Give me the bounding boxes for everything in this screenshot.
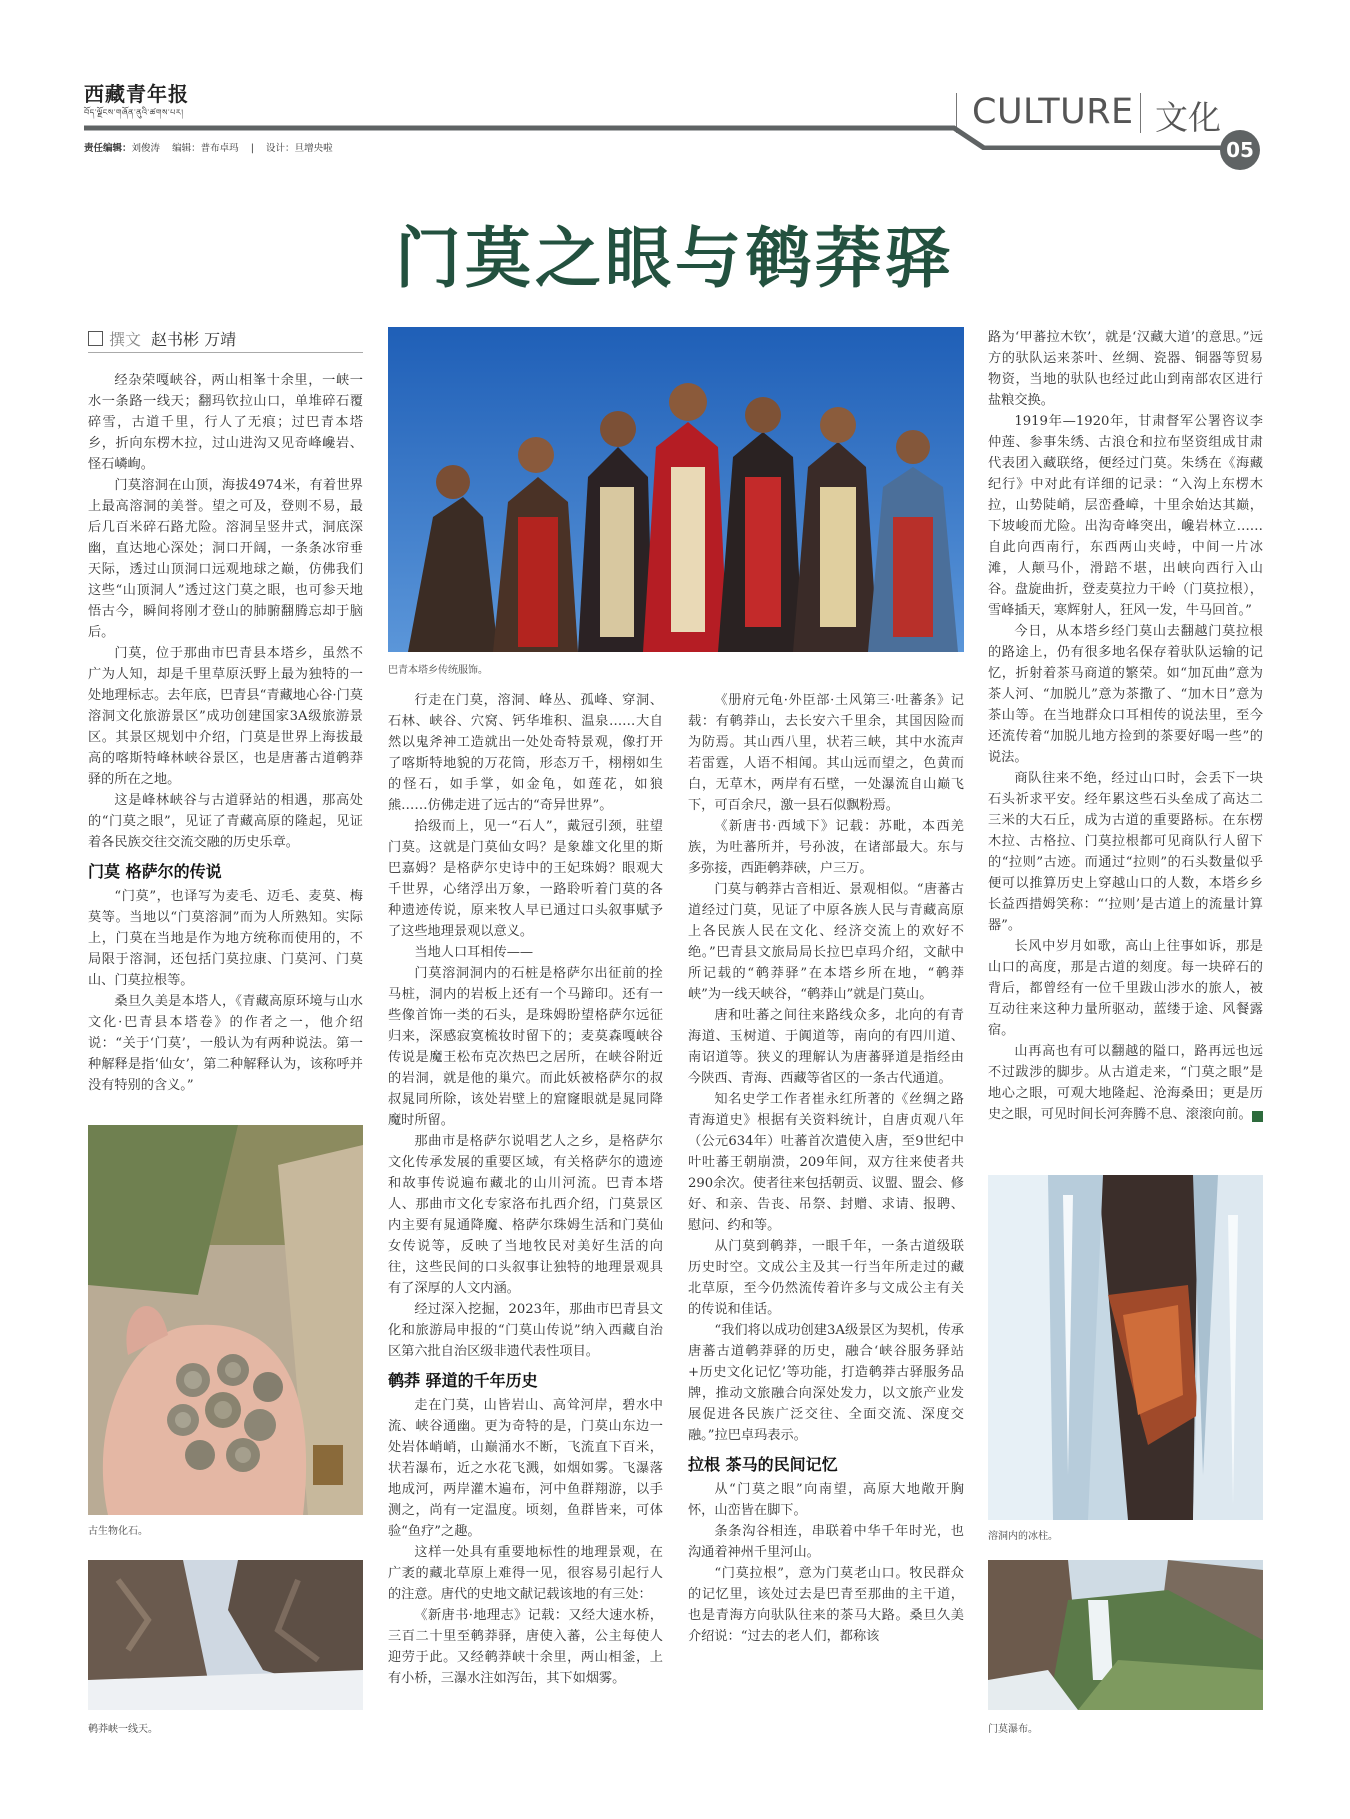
subheading: 鹌莽 驿道的千年历史: [388, 1371, 538, 1390]
gorge-photo: [88, 1560, 363, 1710]
paragraph: 门莫，位于那曲市巴青县本塔乡，虽然不广为人知，却是千里草原沃野上最为独特的一处地理标志。去年底，巴青县“青藏地心谷·门莫溶洞文化旅游景区”成功创建国家3A级旅游景区。其景区规划中介绍，门莫是世界上海拔最高的喀斯特峰林峡谷景区，也是唐蕃古道鹌莽驿的所在之地。: [88, 646, 363, 787]
icicles-photo: [988, 1175, 1263, 1520]
paragraph: 《册府元龟·外臣部·土风第三·吐蕃条》记载：有鹌莽山，去长安六千里余，其国因险而为防焉。其山西八里，状若三峡，其中水流声若雷霆，人语不相闻。其山远而望之，色黄而白，无草木，两岸有石壁，一处瀑流自山巅飞下，可百余尺，激一县石似飘粉焉。: [688, 693, 964, 813]
paragraph: 门莫与鹌莽古音相近、景观相似。“唐蕃古道经过门莫，见证了中原各族人民与青藏高原上各民族人民在文化、经济交流上的欢好不绝。”巴青县文旅局局长拉巴卓玛介绍，文献中所记载的“鹌莽驿”在本塔乡所在地，“鹌莽峡”为一线天峡谷，“鹌莽山”就是门莫山。: [688, 882, 964, 1002]
paragraph: 这样一处具有重要地标性的地理景观，在广袤的藏北草原上难得一见，很容易引起行人的注意。唐代的史地文献记载该地的有三处：: [388, 1545, 663, 1602]
paragraph: 唐和吐蕃之间往来路线众多，北向的有青海道、玉树道、于阗道等，南向的有四川道、南诏道等。狭义的理解认为唐蕃驿道是指经由今陕西、青海、西藏等省区的一条古代通道。: [688, 1008, 964, 1086]
paragraph: “我们将以成功创建3A级景区为契机，传承唐蕃古道鹌莽驿的历史，融合‘峡谷服务驿站+历史文化记忆’等功能，打造鹌莽古驿服务品牌，推动文旅融合向深处发力，以文旅产业发展促进各民族广泛交往、全面交流、深度交融。”拉巴卓玛表示。: [688, 1323, 964, 1443]
paragraph: 路为‘甲蕃拉木钦’，就是‘汉藏大道’的意思。”远方的驮队运来茶叶、丝绸、瓷器、铜器等贸易物资，当地的驮队也经过此山到南部农区进行盐粮交换。: [988, 330, 1263, 408]
caption-icicles: 溶洞内的冰柱。: [988, 1531, 1058, 1542]
subheading: 门莫 格萨尔的传说: [88, 862, 222, 881]
waterfall-photo: [988, 1560, 1263, 1710]
caption-gorge: 鹌莽峡一线天。: [88, 1724, 158, 1735]
column-3: [688, 690, 964, 1647]
article-title: 门莫之眼与鹌莽驿: [395, 220, 955, 297]
paragraph: “门莫”，也译写为麦毛、迈毛、麦莫、梅莫等。当地以“门莫溶洞”而为人所熟知。实际上，门莫在当地是作为地方统称而使用的，不局限于溶洞，还包括门莫拉康、门莫河、门莫山、门莫拉根等。: [88, 889, 363, 988]
masthead: 西藏青年报: [84, 82, 189, 106]
paragraph: 拾级而上，见一“石人”，戴冠引颈，驻望门莫。这就是门莫仙女吗？是象雄文化里的斯巴嘉姆？是格萨尔史诗中的王妃珠姆？眼观大千世界，心绪浮出万象，一路聆听着门莫的各种遗迹传说，原来牧人早已通过口头叙事赋予了这些地理景观以意义。: [388, 819, 663, 939]
caption-waterfall: 门莫瀑布。: [988, 1724, 1038, 1735]
column-4: [988, 327, 1287, 1125]
editor-credits: 责任编辑：刘俊涛 编辑：普布卓玛 | 设计：旦增央啦: [84, 143, 333, 154]
byline: 撰文 赵书彬 万靖: [88, 327, 363, 353]
section-label-en: CULTURE: [972, 92, 1134, 132]
end-mark-icon: 青: [1252, 1111, 1263, 1122]
authors: 赵书彬 万靖: [151, 330, 237, 349]
paragraph: 从“门莫之眼”向南望，高原大地敞开胸怀，山峦皆在脚下。: [688, 1482, 964, 1518]
column-1: [88, 370, 363, 1096]
paragraph: 经过深入挖掘，2023年，那曲市巴青县文化和旅游局申报的“门莫山传说”纳入西藏自治区第六批自治区级非遗代表性项目。: [388, 1302, 663, 1359]
paragraph: 知名史学工作者崔永红所著的《丝绸之路青海道史》根据有关资料统计，自唐贞观八年（公元634年）吐蕃首次遣使入唐，至9世纪中叶吐蕃王朝崩溃，209年间，双方往来使者共290余次。使者往来包括朝贡、议盟、盟会、修好、和亲、告丧、吊祭、封赠、求请、报聘、慰问、约和等。: [688, 1092, 964, 1233]
paragraph: 桑旦久美是本塔人，《青藏高原环境与山水文化·巴青县本塔卷》的作者之一，他介绍说：“关于‘门莫’，一般认为有两种说法。第一种解释是指‘仙女’，第二种解释认为，该称呼并没有特别的含义。”: [88, 994, 363, 1093]
costume-photo: [388, 327, 964, 652]
fossils-photo: [88, 1125, 363, 1515]
paragraph: 山再高也有可以翻越的隘口，路再远也远不过跋涉的脚步。从古道走来，“门莫之眼”是地心之眼，可观大地隆起、沧海桑田；更是历史之眼，可见时间长河奔腾不息、滚滚向前。: [988, 1044, 1263, 1122]
paragraph: 1919年—1920年，甘肃督军公署咨议李仲莲、参事朱绣、古浪仓和拉布坚资组成甘肃代表团入藏联络，便经过门莫。朱绣在《海藏纪行》中对此有详细的记录：“入沟上东楞木拉，山势陡峭，层峦叠嶂，十里余始达其巅，下坡峻而尤险。出沟奇峰突出，巉岩林立……自此向西南行，东西两山夹峙，中间一片冰滩，人颠马仆，滑踣不堪，出峡向西行入山谷。盘旋曲折，登麦莫拉力干岭（门莫拉根），雪峰插天，寒辉射人，狂风一发，牛马回首。”: [988, 414, 1263, 618]
paragraph: 《新唐书·西域下》记载：苏毗，本西羌族，为吐蕃所并，号孙波，在诸部最大。东与多弥接，西距鹌莽硖，户三万。: [688, 819, 964, 876]
caption-fossils: 古生物化石。: [88, 1526, 148, 1537]
paragraph: 走在门莫，山皆岩山、高耸河岸，碧水中流、峡谷通幽。更为奇特的是，门莫山东边一处岩体峭峭，山巅涌水不断，飞流直下百米，状若瀑布，近之水花飞溅，如烟如雾。飞瀑落地成河，两岸灌木遍布，河中鱼群翔游，以手测之，尚有一定温度。顷刻，鱼群皆来，可体验“鱼疗”之趣。: [388, 1398, 663, 1539]
paragraph: 条条沟谷相连，串联着中华千年时光，也沟通着神州千里河山。: [688, 1524, 964, 1560]
paragraph: 行走在门莫，溶洞、峰丛、孤峰、穿洞、石林、峡谷、穴窝、钙华堆积、温泉……大自然以鬼斧神工造就出一处处奇特景观，像打开了喀斯特地貌的万花筒，形态万千，栩栩如生的怪石，如手掌，如金龟，如莲花，如狼熊……仿佛走进了远古的“奇异世界”。: [388, 693, 663, 813]
paragraph: “门莫拉根”，意为门莫老山口。牧民群众的记忆里，该处过去是巴青至那曲的主干道，也是青海方向驮队往来的茶马大路。桑旦久美介绍说：“过去的老人们，都称该: [688, 1566, 964, 1644]
paragraph: 经杂荣嘎峡谷，两山相峯十余里，一峡一水一条路一线天；翻玛钦拉山口，单堆碎石覆碎雪，古道千里，行人了无痕；过巴青本塔乡，折向东楞木拉，过山进沟又见奇峰巉岩、怪石嶙峋。: [88, 373, 363, 472]
section-label-cn: 文化: [1155, 98, 1221, 137]
paragraph: 《新唐书·地理志》记载：又经大速水桥，三百二十里至鹌莽驿，唐使入蕃，公主每使人迎劳于此。又经鹌莽峡十余里，两山相釜，上有小桥，三瀑水注如泻缶，其下如烟雾。: [388, 1608, 663, 1686]
paragraph: 商队往来不绝，经过山口时，会丢下一块石头祈求平安。经年累这些石头垒成了高达二三米的大石丘，成为古道的重要路标。在东楞木拉、古格拉、门莫拉根都可见商队行人留下的“拉则”古迹。而通过“拉则”的石头数量似乎便可以推算历史上穿越山口的人数，本塔乡乡长益西措姆笑称：“‘拉则’是古道上的流量计算器”。: [988, 771, 1263, 933]
paragraph: 今日，从本塔乡经门莫山去翻越门莫拉根的路途上，仍有很多地名保存着驮队运输的记忆，折射着茶马商道的繁荣。如“加瓦曲”意为茶人河、“加脱儿”意为茶撒了、“加木日”意为茶山等。在当地群众口耳相传的说法里，至今还流传着“加脱儿地方捡到的茶要好喝一些”的说法。: [988, 624, 1263, 765]
paragraph: 那曲市是格萨尔说唱艺人之乡，是格萨尔文化传承发展的重要区域，有关格萨尔的遗迹和故事传说遍布藏北的山川河流。巴青本塔人、那曲市文化专家洛布扎西介绍，门莫景区内主要有晁通降魔、格萨尔珠姆生活和门莫仙女传说等，反映了当地牧民对美好生活的向往，这些民间的口头叙事让独特的地理景观具有了深厚的人文内涵。: [388, 1134, 663, 1296]
paragraph: 门莫溶洞洞内的石桩是格萨尔出征前的拴马桩，洞内的岩板上还有一个马蹄印。还有一些像首饰一类的石头，是珠姆盼望格萨尔远征归来，深感寂寞梳妆时留下的；麦莫森嘎峡谷传说是魔王松布克次热巴之居所，在峡谷附近的岩洞，就是他的巢穴。而此妖被格萨尔的叔叔晁同所除，该处岩壁上的窟窿眼就是晁同降魔时所留。: [388, 966, 663, 1128]
pen-icon: [88, 331, 103, 346]
masthead-tibetan: བོད་ལྗོངས་གཞོན་ནུའི་ཚགས་པར།: [84, 108, 184, 117]
paragraph: 当地人口耳相传——: [414, 945, 534, 960]
paragraph: 门莫溶洞在山顶，海拔4974米，有着世界上最高溶洞的美誉。望之可及，登则不易，最后几百米碎石路尤险。溶洞呈竖井式，洞底深幽，直达地心深处；洞口开阔，一条条冰帘垂天际，透过山顶洞口远观地球之巅，仿佛我们这些“山顶洞人”透过这门莫之眼，也可参天地悟古今，瞬间将刚才登山的肺腑翻腾忘却于脑后。: [88, 478, 363, 640]
caption-costume: 巴青本塔乡传统服饰。: [388, 665, 488, 676]
column-2: [388, 690, 663, 1689]
page-number: 05: [1220, 130, 1260, 170]
paragraph: 从门莫到鹌莽，一眼千年，一条古道级联历史时空。文成公主及其一行当年所走过的藏北草原，至今仍然流传着许多与文成公主有关的传说和佳话。: [688, 1239, 964, 1317]
paragraph: 这是峰林峡谷与古道驿站的相遇，那高处的“门莫之眼”，见证了青藏高原的隆起，见证着各民族交往交流交融的历史乐章。: [88, 793, 363, 850]
subheading: 拉根 茶马的民间记忆: [688, 1455, 838, 1474]
paragraph: 长风中岁月如歌，高山上往事如诉，那是山口的高度，那是古道的刻度。每一块碎石的背后，都曾经有一位千里跋山涉水的旅人，被互动往来这种力量所驱动，蓝缕于途、风餐露宿。: [988, 939, 1263, 1038]
